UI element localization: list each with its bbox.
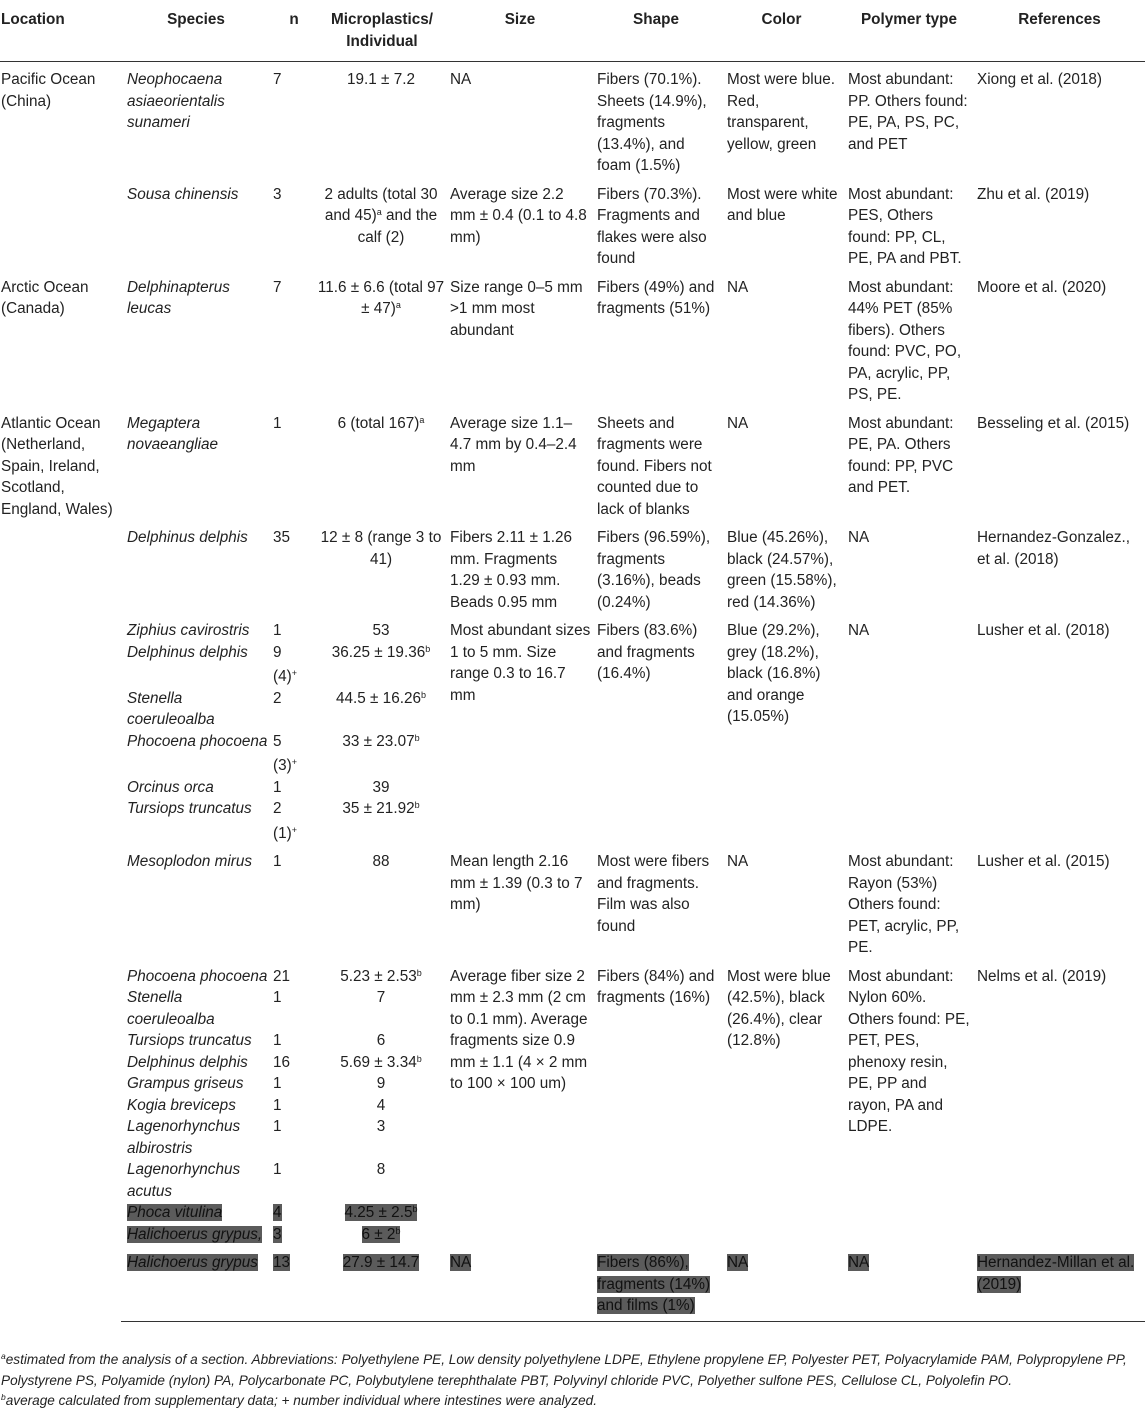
footnote-mark: a (419, 414, 425, 425)
microplastics-cell (317, 1202, 447, 1224)
footnote-a (1, 1349, 1143, 1391)
microplastics-cell (317, 798, 447, 851)
polymer-cell: NA (848, 529, 870, 546)
species-cell: Stenella coeruleoalba (127, 989, 215, 1028)
reference-cell: Lusher et al. (2015) (977, 853, 1110, 870)
species-cell: Phocoena phocoena (127, 732, 268, 750)
n-cell (271, 642, 317, 688)
microplastics-cell (317, 413, 447, 528)
mp-text: 6 ± 2 (361, 1225, 396, 1243)
polymer-cell: Most abundant: PP. Others found: PE, PA, PS, PC, and PET (848, 71, 968, 153)
microplastics-cell: 39 (372, 778, 390, 796)
mp-text: 33 ± 23.07 (342, 732, 415, 750)
microplastics-cell (317, 184, 447, 277)
n-cell (271, 1224, 317, 1253)
species-cell: Delphinus delphis (127, 643, 248, 661)
microplastics-cell: 3 (376, 1118, 386, 1135)
species-cell: Mesoplodon mirus (127, 853, 252, 870)
microplastics-cell (317, 1052, 447, 1074)
footnote-mark: b (412, 1204, 418, 1214)
highlighted-text: Fibers (86%), fragments (14%) and films (1%) (597, 1254, 711, 1314)
footnote-mark: b (416, 967, 422, 978)
color-cell: Most were white and blue (727, 185, 838, 224)
n-cell (271, 731, 317, 777)
mp-text: 36.25 ± 19.36 (331, 643, 426, 661)
species-cell: Grampus griseus (127, 1075, 244, 1092)
highlighted-text: Halichoerus grypus, (127, 1225, 263, 1243)
footnote-mark: b (414, 800, 420, 810)
table-header-row (0, 0, 1145, 62)
n-cell: 1 (273, 1161, 282, 1178)
footnote-text: estimated from the analysis of a section. Abbreviations: Polyethylene PE, Low density polyethylene LDPE, Ethylene propylene EP, Polyester PET, Polyacrylamide PAM, Polypropylene PP, Polystyrene PS, Polyamide (nylon) PA, Polycarbonate PC, Polybutylene terephthalate PBT, Polyvinyl chloride PVC, Polyether sulfone PES, Cellulose CL, Polyolefin PO. (1, 1352, 1127, 1388)
polymer-cell (844, 1252, 974, 1321)
color-cell (719, 1252, 844, 1321)
size-cell: Most abundant sizes 1 to 5 mm. Size range 0.3 to 16.7 mm (450, 622, 591, 704)
species-cell: Delphinus delphis (127, 529, 248, 546)
mp-text: 5.69 ± 3.34 (340, 1053, 417, 1071)
shape-cell (593, 1252, 719, 1321)
n-text: 2 (273, 800, 282, 817)
n-cell: 21 (273, 967, 291, 985)
shape-cell: Fibers (70.3%). Fragments and flakes were also found (597, 185, 707, 267)
header-microplastics: Microplastics/ Individual (317, 0, 447, 62)
species-cell: Lagenorhynchus acutus (127, 1161, 241, 1200)
footnote-mark: b (416, 1053, 422, 1064)
species-cell: Tursiops truncatus (127, 800, 252, 817)
microplastics-cell: 6 (376, 1032, 386, 1049)
footnote-mark: b (414, 732, 420, 743)
mp-text: and the calf (2) (357, 207, 438, 246)
polymer-cell: Most abundant: Rayon (53%) Others found: PET, acrylic, PP, PE. (848, 853, 960, 956)
header-size: Size (447, 0, 593, 62)
species-cell: Delphinapterus leucas (127, 278, 230, 317)
highlighted-text: NA (727, 1254, 749, 1271)
species-cell (121, 1202, 271, 1224)
mp-text: 4.25 ± 2.5 (344, 1204, 413, 1221)
n-cell: 35 (273, 529, 291, 546)
reference-cell (974, 1252, 1145, 1321)
shape-cell: Fibers (70.1%). Sheets (14.9%), fragments (13.4%), and foam (1.5%) (597, 71, 707, 174)
location-cell: Pacific Ocean (China) (1, 71, 96, 110)
highlighted-text: 27.9 ± 14.7 (342, 1254, 420, 1271)
microplastics-cell: 8 (376, 1161, 386, 1178)
microplastics-cell (317, 277, 447, 413)
species-cell: Kogia breviceps (127, 1096, 236, 1114)
reference-cell: Moore et al. (2020) (977, 278, 1107, 296)
polymer-cell: Most abundant: PES, Others found: PP, CL, PE, PA and PBT. (848, 185, 962, 267)
species-cell: Neophocaena asiaeorientalis sunameri (127, 71, 225, 131)
footnote-text: average calculated from supplementary data; + number individual where intestines were analyzed. (5, 1393, 598, 1408)
plus-mark: + (291, 757, 297, 767)
mp-text: 11.6 ± 6.6 (total 97 ± 47) (317, 278, 445, 317)
microplastics-cell: 88 (372, 853, 390, 870)
size-cell: Average fiber size 2 mm ± 2.3 mm (2 cm to 0.1 mm). Average fragments size 0.9 mm ± 1.1 (4 × 2 mm to 100 × 100 um) (450, 967, 588, 1092)
shape-cell: Most were fibers and fragments. Film was also found (597, 853, 710, 935)
plus-mark: + (291, 824, 297, 835)
header-references: References (974, 0, 1145, 62)
polymer-cell: Most abundant: Nylon 60%. Others found: PE, PET, PES, phenoxy resin, PE, PP and rayon, PA and LDPE. (848, 967, 970, 1135)
shape-cell: Sheets and fragments were found. Fibers not counted due to lack of blanks (597, 414, 712, 518)
table-row (0, 62, 1145, 184)
species-cell: Stenella coeruleoalba (127, 689, 215, 728)
microplastics-cell (317, 966, 447, 988)
n-cell (271, 798, 317, 851)
n-cell: 1 (273, 853, 282, 870)
header-shape: Shape (593, 0, 719, 62)
plus-mark: + (291, 668, 297, 678)
size-cell: Average size 2.2 mm ± 0.4 (0.1 to 4.8 mm) (450, 185, 587, 246)
size-cell: NA (450, 71, 472, 88)
n-cell: 1 (273, 1075, 282, 1092)
microplastics-cell (317, 688, 447, 731)
species-cell: Delphinus delphis (127, 1053, 248, 1071)
highlighted-text: Phoca vitulina (127, 1204, 223, 1221)
location-cell: Arctic Ocean (Canada) (1, 278, 89, 317)
mp-text: 44.5 ± 16.26 (336, 689, 421, 707)
n-cell: 2 (273, 689, 282, 707)
footnote-mark: b (420, 689, 426, 700)
color-cell: NA (727, 414, 749, 432)
color-cell: Blue (29.2%), grey (18.2%), black (16.8%) and orange (15.05%) (727, 622, 821, 725)
n-cell (271, 1252, 317, 1321)
microplastics-cell: 53 (372, 622, 390, 639)
species-cell: Ziphius cavirostris (127, 622, 250, 639)
microplastics-cell: 19.1 ± 7.2 (347, 71, 415, 88)
mp-text: 5.23 ± 2.53 (340, 967, 417, 985)
header-color: Color (719, 0, 844, 62)
n-extra: (3) (273, 757, 292, 774)
n-cell: 1 (273, 414, 282, 432)
n-cell: 1 (273, 778, 282, 796)
table-row (0, 851, 1145, 966)
n-cell: 3 (273, 185, 282, 203)
footnote-mark: a (395, 300, 401, 310)
microplastics-cell (317, 642, 447, 688)
reference-cell: Xiong et al. (2018) (977, 71, 1103, 88)
microplastics-cell: 7 (376, 989, 386, 1006)
header-location: Location (0, 0, 121, 62)
n-cell (271, 1202, 317, 1224)
species-cell: Tursiops truncatus (127, 1032, 252, 1049)
size-cell: Fibers 2.11 ± 1.26 mm. Fragments 1.29 ± 0.93 mm. Beads 0.95 mm (450, 529, 573, 611)
microplastics-cell: 12 ± 8 (range 3 to 41) (320, 529, 442, 568)
n-cell: 1 (273, 1032, 282, 1049)
color-cell: NA (727, 278, 749, 296)
species-cell: Lagenorhynchus albirostris (127, 1118, 241, 1157)
n-cell: 1 (273, 1096, 282, 1114)
color-cell: NA (727, 853, 749, 870)
mp-text: 2 adults (total 30 and 45) (324, 185, 438, 224)
highlighted-text (345, 1204, 418, 1221)
n-cell: 7 (273, 71, 282, 88)
table-row (0, 620, 1145, 642)
polymer-cell: NA (848, 622, 870, 639)
color-cell: Most were blue (42.5%), black (26.4%), clear (12.8%) (727, 967, 831, 1049)
reference-cell: Hernandez-Gonzalez., et al. (2018) (977, 529, 1131, 568)
reference-cell: Lusher et al. (2018) (977, 622, 1110, 639)
table-row (0, 277, 1145, 413)
shape-cell: Fibers (96.59%), fragments (3.16%), beads (0.24%) (597, 529, 711, 611)
footnote-mark: b (425, 643, 431, 654)
n-extra: (1) (273, 824, 292, 842)
table-row (0, 1252, 1145, 1321)
highlighted-text: 3 (273, 1225, 282, 1243)
color-cell: Blue (45.26%), black (24.57%), green (15.58%), red (14.36%) (727, 529, 837, 611)
highlighted-text: Halichoerus grypus (127, 1254, 258, 1271)
microplastics-cell: 4 (376, 1096, 386, 1114)
header-polymer: Polymer type (844, 0, 974, 62)
mp-text: 35 ± 21.92 (342, 800, 415, 817)
mp-text: 6 (total 167) (337, 414, 420, 432)
location-cell: Atlantic Ocean (Netherland, Spain, Ireland, Scotland, England, Wales) (1, 414, 113, 518)
shape-cell: Fibers (84%) and fragments (16%) (597, 967, 715, 1006)
n-text: 9 (273, 643, 282, 661)
footnote-mark: b (395, 1225, 401, 1236)
size-cell (447, 1252, 593, 1321)
microplastics-cell: 9 (376, 1075, 386, 1092)
header-species: Species (121, 0, 271, 62)
footnote-b (1, 1390, 1143, 1411)
table-row (0, 413, 1145, 528)
footnote-mark: a (376, 207, 382, 217)
size-cell: Size range 0–5 mm >1 mm most abundant (450, 278, 583, 339)
species-cell: Megaptera novaeangliae (127, 414, 219, 453)
highlighted-text (362, 1226, 401, 1243)
polymer-cell: Most abundant: 44% PET (85% fibers). Others found: PVC, PO, PA, acrylic, PP, PS, PE. (848, 278, 962, 403)
species-cell: Sousa chinensis (127, 185, 239, 203)
n-cell: 7 (273, 278, 282, 296)
microplastics-cell (317, 1224, 447, 1253)
footnote-mark: a (1, 1351, 6, 1361)
shape-cell: Fibers (83.6%) and fragments (16.4%) (597, 622, 698, 682)
size-cell: Mean length 2.16 mm ± 1.39 (0.3 to 7 mm) (450, 853, 583, 913)
species-cell (121, 1224, 271, 1253)
color-cell: Most were blue. Red, transparent, yellow, green (727, 71, 835, 153)
species-cell: Phocoena phocoena (127, 967, 268, 985)
species-cell (121, 1252, 271, 1321)
species-cell: Orcinus orca (127, 778, 214, 796)
table-row (0, 184, 1145, 277)
size-cell: Average size 1.1–4.7 mm by 0.4–2.4 mm (450, 414, 577, 475)
highlighted-text: 13 (273, 1254, 291, 1271)
reference-cell: Nelms et al. (2019) (977, 967, 1107, 985)
highlighted-text: 4 (273, 1204, 282, 1221)
n-cell: 16 (273, 1053, 291, 1071)
reference-cell: Besseling et al. (2015) (977, 414, 1130, 432)
shape-cell: Fibers (49%) and fragments (51%) (597, 278, 715, 317)
n-cell: 1 (273, 622, 282, 639)
footnote-mark: b (1, 1392, 6, 1402)
highlighted-text: NA (848, 1254, 870, 1271)
header-n: n (271, 0, 317, 62)
microplastics-cell (317, 1252, 447, 1321)
table-row (0, 966, 1145, 988)
microplastics-cell (317, 731, 447, 777)
highlighted-text: NA (450, 1254, 472, 1271)
table-row (0, 527, 1145, 620)
reference-cell: Zhu et al. (2019) (977, 185, 1090, 203)
n-extra: (4) (273, 668, 292, 685)
n-cell: 1 (273, 1118, 282, 1135)
polymer-cell: Most abundant: PE, PA. Others found: PP, PVC and PET. (848, 414, 954, 496)
n-cell: 1 (273, 989, 282, 1006)
highlighted-text: Hernandez-Millan et al. (2019) (977, 1254, 1135, 1293)
n-text: 5 (273, 732, 282, 750)
